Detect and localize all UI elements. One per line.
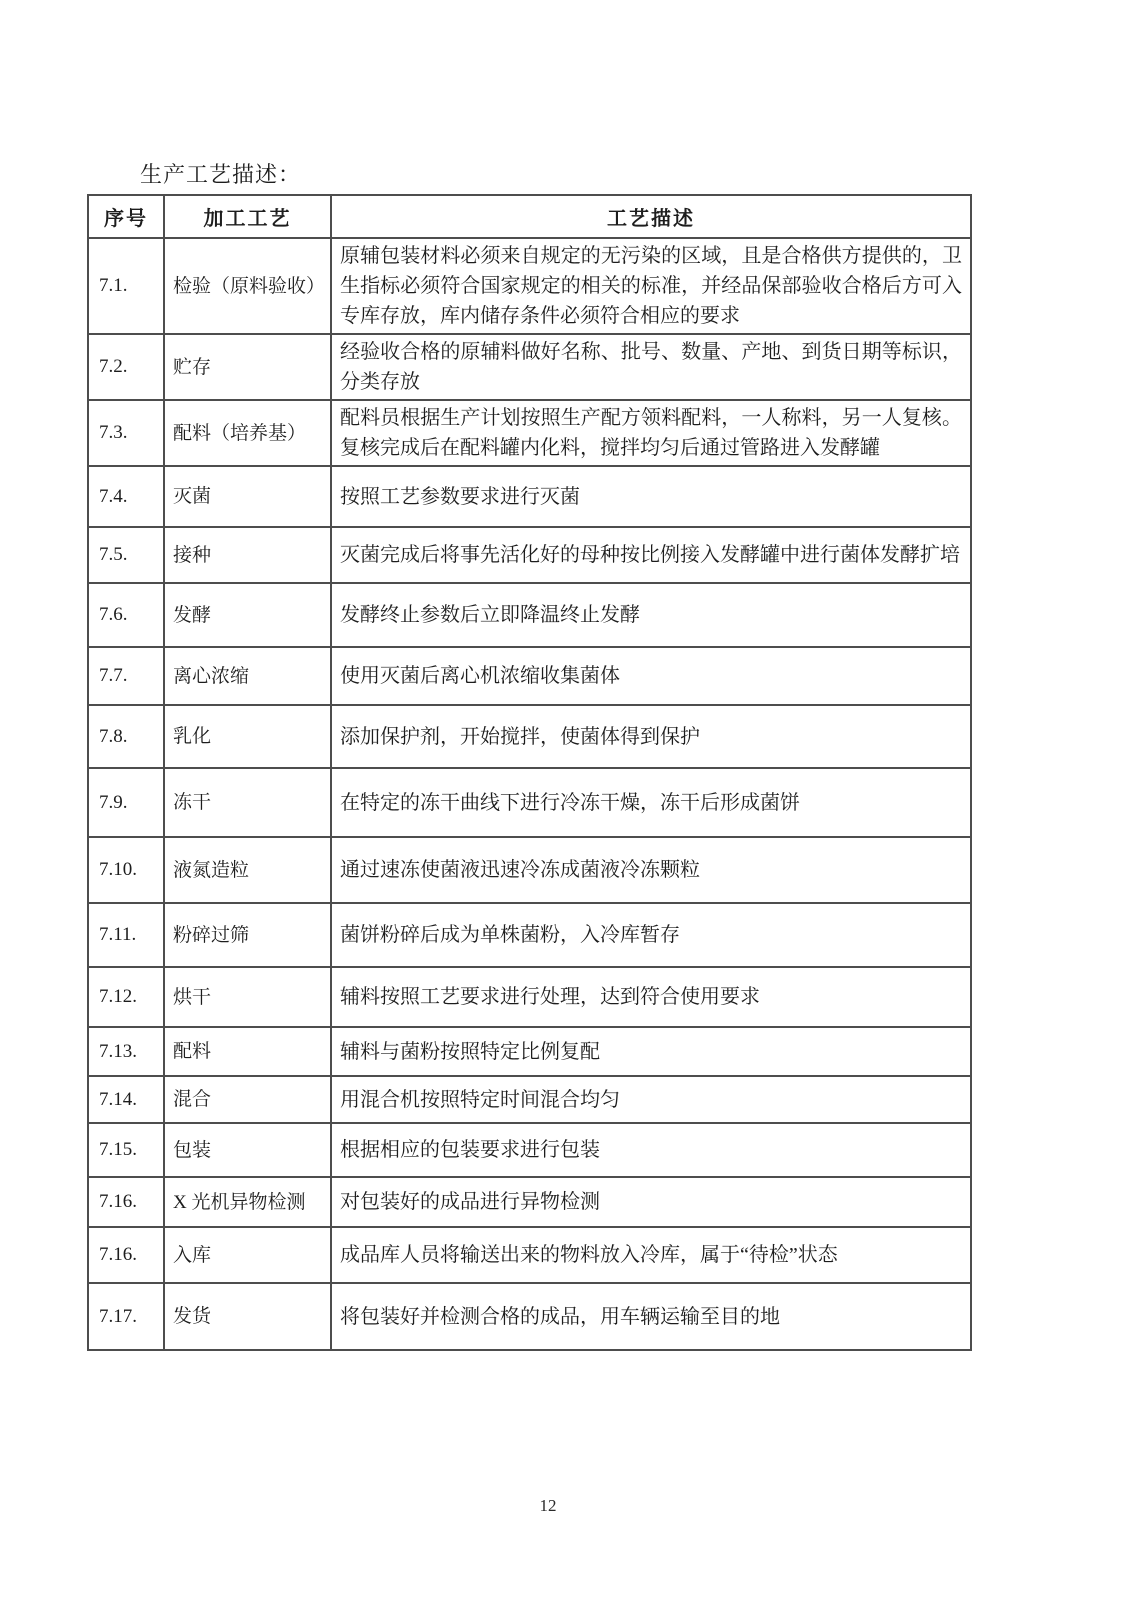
process-name-cell: 混合 [164,1076,331,1123]
table-row [88,1123,971,1177]
process-name-cell: 入库 [164,1227,331,1283]
process-description-cell: 使用灭菌后离心机浓缩收集菌体 [331,647,971,705]
table-row [88,334,971,400]
row-number-cell: 7.5. [88,527,164,583]
row-number-cell: 7.2. [88,334,164,400]
process-description-cell: 灭菌完成后将事先活化好的母种按比例接入发酵罐中进行菌体发酵扩培 [331,527,971,583]
table-row [88,768,971,837]
process-name-cell: 包装 [164,1123,331,1177]
row-number-cell: 7.6. [88,583,164,647]
process-name-cell: 烘干 [164,967,331,1027]
process-description-cell: 成品库人员将输送出来的物料放入冷库，属于“待检”状态 [331,1227,971,1283]
process-description-cell: 原辅包装材料必须来自规定的无污染的区域，且是合格供方提供的，卫生指标必须符合国家规定的相关的标准，并经品保部验收合格后方可入专库存放，库内储存条件必须符合相应的要求 [331,238,971,334]
process-description-cell: 根据相应的包装要求进行包装 [331,1123,971,1177]
table-row [88,238,971,334]
process-name-cell: 发货 [164,1283,331,1350]
table-row [88,705,971,768]
process-name-cell: 离心浓缩 [164,647,331,705]
header-process: 加工工艺 [164,195,331,238]
process-description-cell: 在特定的冻干曲线下进行冷冻干燥，冻干后形成菌饼 [331,768,971,837]
table-row [88,1027,971,1076]
process-table [87,194,972,1351]
table-row [88,1283,971,1350]
process-description-cell: 将包装好并检测合格的成品，用车辆运输至目的地 [331,1283,971,1350]
process-description-cell: 添加保护剂，开始搅拌，使菌体得到保护 [331,705,971,768]
table-header-row [88,195,971,238]
table-row [88,583,971,647]
row-number-cell: 7.15. [88,1123,164,1177]
table-row [88,1076,971,1123]
process-name-cell: 检验（原料验收） [164,238,331,334]
row-number-cell: 7.3. [88,400,164,466]
process-description-cell: 菌饼粉碎后成为单株菌粉，入冷库暂存 [331,903,971,967]
process-name-cell: 配料（培养基） [164,400,331,466]
process-name-cell: 冻干 [164,768,331,837]
table-row [88,466,971,527]
process-description-cell: 对包装好的成品进行异物检测 [331,1177,971,1227]
process-description-cell: 用混合机按照特定时间混合均匀 [331,1076,971,1123]
table-row [88,837,971,903]
row-number-cell: 7.4. [88,466,164,527]
process-name-cell: 配料 [164,1027,331,1076]
table-row [88,1227,971,1283]
process-name-cell: 乳化 [164,705,331,768]
process-description-cell: 辅料按照工艺要求进行处理，达到符合使用要求 [331,967,971,1027]
header-description: 工艺描述 [331,195,971,238]
process-name-cell: 粉碎过筛 [164,903,331,967]
process-name-cell: 接种 [164,527,331,583]
process-description-cell: 配料员根据生产计划按照生产配方领料配料，一人称料，另一人复核。复核完成后在配料罐内化料，搅拌均匀后通过管路进入发酵罐 [331,400,971,466]
table-row [88,527,971,583]
row-number-cell: 7.7. [88,647,164,705]
row-number-cell: 7.10. [88,837,164,903]
process-name-cell: 发酵 [164,583,331,647]
process-description-cell: 经验收合格的原辅料做好名称、批号、数量、产地、到货日期等标识，分类存放 [331,334,971,400]
process-description-cell: 辅料与菌粉按照特定比例复配 [331,1027,971,1076]
row-number-cell: 7.11. [88,903,164,967]
section-title: 生产工艺描述： [140,162,302,187]
table-row [88,967,971,1027]
table-row [88,903,971,967]
row-number-cell: 7.17. [88,1283,164,1350]
process-description-cell: 发酵终止参数后立即降温终止发酵 [331,583,971,647]
row-number-cell: 7.8. [88,705,164,768]
process-description-cell: 按照工艺参数要求进行灭菌 [331,466,971,527]
row-number-cell: 7.9. [88,768,164,837]
page-number: 12 [539,1496,557,1515]
row-number-cell: 7.12. [88,967,164,1027]
process-name-cell: 灭菌 [164,466,331,527]
table-row [88,647,971,705]
row-number-cell: 7.13. [88,1027,164,1076]
process-description-cell: 通过速冻使菌液迅速冷冻成菌液冷冻颗粒 [331,837,971,903]
table-row [88,400,971,466]
row-number-cell: 7.14. [88,1076,164,1123]
process-name-cell: X 光机异物检测 [164,1177,331,1227]
process-name-cell: 液氮造粒 [164,837,331,903]
row-number-cell: 7.16. [88,1177,164,1227]
row-number-cell: 7.16. [88,1227,164,1283]
process-name-cell: 贮存 [164,334,331,400]
row-number-cell: 7.1. [88,238,164,334]
table-row [88,1177,971,1227]
header-no: 序号 [88,195,164,238]
